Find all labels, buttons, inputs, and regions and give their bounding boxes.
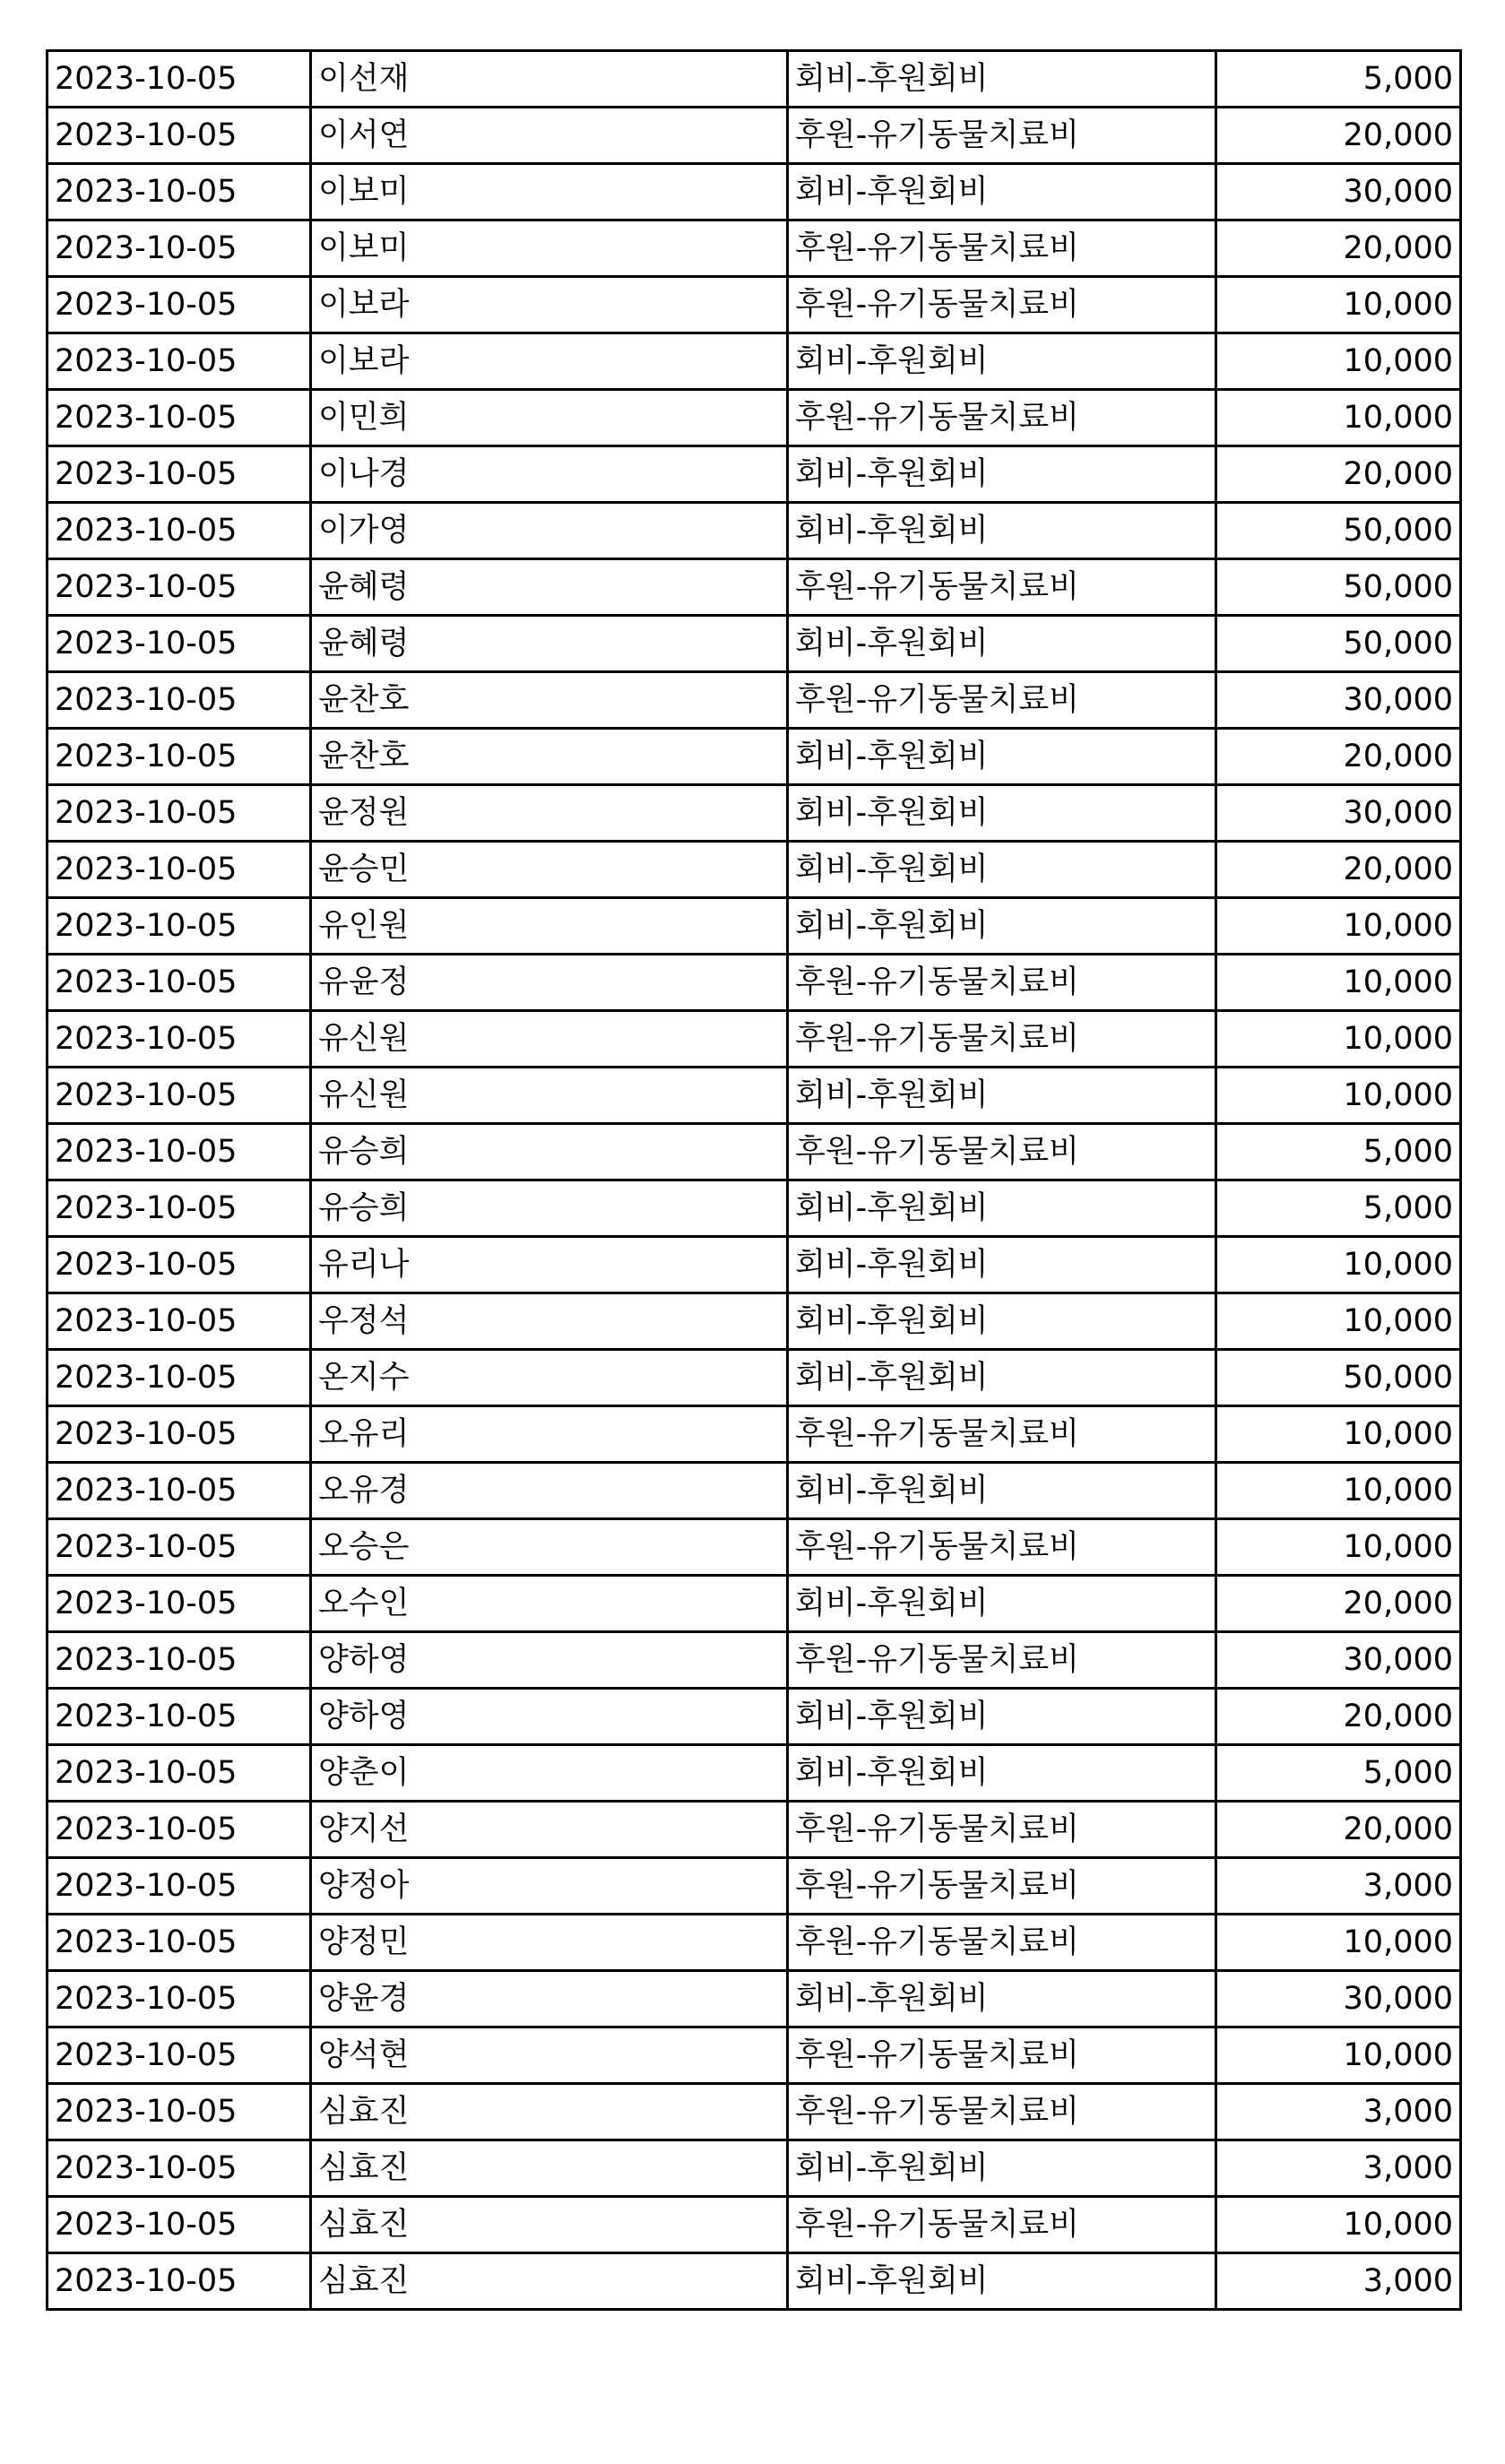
date-cell: 2023-10-05 xyxy=(48,164,311,220)
donor-name-cell: 이보라 xyxy=(311,277,788,333)
donor-name-cell: 윤찬호 xyxy=(311,729,788,785)
amount-cell: 10,000 xyxy=(1216,1406,1461,1463)
date-cell: 2023-10-05 xyxy=(48,672,311,729)
donor-name-cell: 이서연 xyxy=(311,108,788,164)
category-cell: 회비-후원회비 xyxy=(788,616,1216,672)
table-row xyxy=(48,1293,1461,1350)
amount-cell: 3,000 xyxy=(1216,2084,1461,2140)
category-cell: 회비-후원회비 xyxy=(788,898,1216,955)
date-cell: 2023-10-05 xyxy=(48,1689,311,1745)
date-cell: 2023-10-05 xyxy=(48,1745,311,1802)
table-row xyxy=(48,1745,1461,1802)
table-row xyxy=(48,1689,1461,1745)
category-cell: 후원-유기동물치료비 xyxy=(788,108,1216,164)
amount-cell: 30,000 xyxy=(1216,164,1461,220)
table-row xyxy=(48,446,1461,503)
donor-name-cell: 심효진 xyxy=(311,2253,788,2310)
table-row xyxy=(48,1011,1461,1068)
category-cell: 후원-유기동물치료비 xyxy=(788,1011,1216,1068)
category-cell: 후원-유기동물치료비 xyxy=(788,1858,1216,1915)
category-cell: 후원-유기동물치료비 xyxy=(788,390,1216,446)
amount-cell: 50,000 xyxy=(1216,1350,1461,1406)
table-row xyxy=(48,729,1461,785)
table-row xyxy=(48,333,1461,390)
table-row xyxy=(48,1406,1461,1463)
donor-name-cell: 우정석 xyxy=(311,1293,788,1350)
category-cell: 회비-후원회비 xyxy=(788,1463,1216,1519)
table-row xyxy=(48,842,1461,898)
amount-cell: 3,000 xyxy=(1216,2140,1461,2197)
amount-cell: 10,000 xyxy=(1216,2027,1461,2084)
donor-name-cell: 심효진 xyxy=(311,2140,788,2197)
table-row xyxy=(48,1802,1461,1858)
table-row xyxy=(48,672,1461,729)
donor-name-cell: 이나경 xyxy=(311,446,788,503)
donor-name-cell: 양윤경 xyxy=(311,1971,788,2027)
category-cell: 회비-후원회비 xyxy=(788,1293,1216,1350)
category-cell: 회비-후원회비 xyxy=(788,2253,1216,2310)
table-row xyxy=(48,51,1461,108)
date-cell: 2023-10-05 xyxy=(48,2140,311,2197)
donor-name-cell: 유리나 xyxy=(311,1237,788,1293)
donation-ledger-table xyxy=(46,49,1462,2311)
amount-cell: 10,000 xyxy=(1216,898,1461,955)
date-cell: 2023-10-05 xyxy=(48,1180,311,1237)
donor-name-cell: 오수인 xyxy=(311,1576,788,1632)
donor-name-cell: 윤혜령 xyxy=(311,559,788,616)
table-row xyxy=(48,164,1461,220)
category-cell: 후원-유기동물치료비 xyxy=(788,1802,1216,1858)
date-cell: 2023-10-05 xyxy=(48,1293,311,1350)
amount-cell: 20,000 xyxy=(1216,108,1461,164)
category-cell: 후원-유기동물치료비 xyxy=(788,1406,1216,1463)
amount-cell: 30,000 xyxy=(1216,672,1461,729)
amount-cell: 10,000 xyxy=(1216,955,1461,1011)
table-row xyxy=(48,2084,1461,2140)
donor-name-cell: 이가영 xyxy=(311,503,788,559)
donor-name-cell: 이보미 xyxy=(311,164,788,220)
date-cell: 2023-10-05 xyxy=(48,729,311,785)
table-row xyxy=(48,1350,1461,1406)
category-cell: 후원-유기동물치료비 xyxy=(788,2197,1216,2253)
date-cell: 2023-10-05 xyxy=(48,220,311,277)
amount-cell: 5,000 xyxy=(1216,51,1461,108)
category-cell: 후원-유기동물치료비 xyxy=(788,277,1216,333)
date-cell: 2023-10-05 xyxy=(48,1011,311,1068)
category-cell: 회비-후원회비 xyxy=(788,1745,1216,1802)
category-cell: 회비-후원회비 xyxy=(788,333,1216,390)
table-row xyxy=(48,1463,1461,1519)
date-cell: 2023-10-05 xyxy=(48,108,311,164)
amount-cell: 20,000 xyxy=(1216,446,1461,503)
amount-cell: 5,000 xyxy=(1216,1745,1461,1802)
date-cell: 2023-10-05 xyxy=(48,1406,311,1463)
category-cell: 후원-유기동물치료비 xyxy=(788,1519,1216,1576)
donor-name-cell: 윤혜령 xyxy=(311,616,788,672)
donor-name-cell: 유신원 xyxy=(311,1068,788,1124)
table-row xyxy=(48,1632,1461,1689)
table-row xyxy=(48,220,1461,277)
category-cell: 후원-유기동물치료비 xyxy=(788,1124,1216,1180)
amount-cell: 10,000 xyxy=(1216,1068,1461,1124)
category-cell: 회비-후원회비 xyxy=(788,1971,1216,2027)
table-row xyxy=(48,1124,1461,1180)
amount-cell: 30,000 xyxy=(1216,1632,1461,1689)
donor-name-cell: 유인원 xyxy=(311,898,788,955)
table-row xyxy=(48,1858,1461,1915)
amount-cell: 10,000 xyxy=(1216,277,1461,333)
category-cell: 후원-유기동물치료비 xyxy=(788,2084,1216,2140)
donor-name-cell: 유신원 xyxy=(311,1011,788,1068)
table-row xyxy=(48,785,1461,842)
category-cell: 회비-후원회비 xyxy=(788,1689,1216,1745)
donor-name-cell: 오유경 xyxy=(311,1463,788,1519)
category-cell: 회비-후원회비 xyxy=(788,446,1216,503)
date-cell: 2023-10-05 xyxy=(48,2084,311,2140)
table-row xyxy=(48,2140,1461,2197)
date-cell: 2023-10-05 xyxy=(48,1124,311,1180)
amount-cell: 20,000 xyxy=(1216,220,1461,277)
date-cell: 2023-10-05 xyxy=(48,955,311,1011)
donor-name-cell: 심효진 xyxy=(311,2084,788,2140)
donor-name-cell: 양석현 xyxy=(311,2027,788,2084)
date-cell: 2023-10-05 xyxy=(48,2027,311,2084)
date-cell: 2023-10-05 xyxy=(48,51,311,108)
amount-cell: 3,000 xyxy=(1216,1858,1461,1915)
donor-name-cell: 심효진 xyxy=(311,2197,788,2253)
amount-cell: 20,000 xyxy=(1216,729,1461,785)
amount-cell: 3,000 xyxy=(1216,2253,1461,2310)
category-cell: 후원-유기동물치료비 xyxy=(788,955,1216,1011)
date-cell: 2023-10-05 xyxy=(48,2253,311,2310)
date-cell: 2023-10-05 xyxy=(48,842,311,898)
donor-name-cell: 이보라 xyxy=(311,333,788,390)
amount-cell: 20,000 xyxy=(1216,1576,1461,1632)
table-row xyxy=(48,1576,1461,1632)
table-row xyxy=(48,277,1461,333)
date-cell: 2023-10-05 xyxy=(48,1463,311,1519)
amount-cell: 20,000 xyxy=(1216,1802,1461,1858)
category-cell: 회비-후원회비 xyxy=(788,1180,1216,1237)
amount-cell: 50,000 xyxy=(1216,559,1461,616)
date-cell: 2023-10-05 xyxy=(48,1802,311,1858)
donor-name-cell: 윤정원 xyxy=(311,785,788,842)
table-row xyxy=(48,2197,1461,2253)
category-cell: 후원-유기동물치료비 xyxy=(788,2027,1216,2084)
table-row xyxy=(48,616,1461,672)
category-cell: 후원-유기동물치료비 xyxy=(788,559,1216,616)
date-cell: 2023-10-05 xyxy=(48,1915,311,1971)
amount-cell: 10,000 xyxy=(1216,1915,1461,1971)
amount-cell: 10,000 xyxy=(1216,1463,1461,1519)
table-row xyxy=(48,1237,1461,1293)
table-row xyxy=(48,503,1461,559)
amount-cell: 30,000 xyxy=(1216,1971,1461,2027)
amount-cell: 50,000 xyxy=(1216,503,1461,559)
amount-cell: 20,000 xyxy=(1216,842,1461,898)
date-cell: 2023-10-05 xyxy=(48,1858,311,1915)
category-cell: 후원-유기동물치료비 xyxy=(788,1915,1216,1971)
category-cell: 회비-후원회비 xyxy=(788,164,1216,220)
donor-name-cell: 양정민 xyxy=(311,1915,788,1971)
category-cell: 회비-후원회비 xyxy=(788,729,1216,785)
table-row xyxy=(48,955,1461,1011)
table-row xyxy=(48,559,1461,616)
donor-name-cell: 양정아 xyxy=(311,1858,788,1915)
donor-name-cell: 오승은 xyxy=(311,1519,788,1576)
amount-cell: 5,000 xyxy=(1216,1180,1461,1237)
donor-name-cell: 양하영 xyxy=(311,1689,788,1745)
donor-name-cell: 온지수 xyxy=(311,1350,788,1406)
donor-name-cell: 오유리 xyxy=(311,1406,788,1463)
date-cell: 2023-10-05 xyxy=(48,1519,311,1576)
table-row xyxy=(48,1915,1461,1971)
table-row xyxy=(48,1068,1461,1124)
donor-name-cell: 양하영 xyxy=(311,1632,788,1689)
amount-cell: 10,000 xyxy=(1216,1011,1461,1068)
amount-cell: 10,000 xyxy=(1216,390,1461,446)
ledger-body xyxy=(48,51,1461,2310)
date-cell: 2023-10-05 xyxy=(48,1068,311,1124)
date-cell: 2023-10-05 xyxy=(48,616,311,672)
table-row xyxy=(48,390,1461,446)
amount-cell: 10,000 xyxy=(1216,333,1461,390)
date-cell: 2023-10-05 xyxy=(48,277,311,333)
amount-cell: 30,000 xyxy=(1216,785,1461,842)
date-cell: 2023-10-05 xyxy=(48,559,311,616)
table-row xyxy=(48,898,1461,955)
category-cell: 회비-후원회비 xyxy=(788,51,1216,108)
donor-name-cell: 양지선 xyxy=(311,1802,788,1858)
date-cell: 2023-10-05 xyxy=(48,785,311,842)
category-cell: 회비-후원회비 xyxy=(788,842,1216,898)
date-cell: 2023-10-05 xyxy=(48,2197,311,2253)
table-row xyxy=(48,2253,1461,2310)
donor-name-cell: 유윤정 xyxy=(311,955,788,1011)
category-cell: 회비-후원회비 xyxy=(788,1237,1216,1293)
category-cell: 회비-후원회비 xyxy=(788,503,1216,559)
date-cell: 2023-10-05 xyxy=(48,503,311,559)
category-cell: 회비-후원회비 xyxy=(788,1576,1216,1632)
amount-cell: 50,000 xyxy=(1216,616,1461,672)
amount-cell: 10,000 xyxy=(1216,1237,1461,1293)
amount-cell: 20,000 xyxy=(1216,1689,1461,1745)
category-cell: 회비-후원회비 xyxy=(788,1350,1216,1406)
category-cell: 회비-후원회비 xyxy=(788,1068,1216,1124)
table-row xyxy=(48,1519,1461,1576)
donor-name-cell: 양춘이 xyxy=(311,1745,788,1802)
amount-cell: 10,000 xyxy=(1216,1293,1461,1350)
table-row xyxy=(48,1180,1461,1237)
date-cell: 2023-10-05 xyxy=(48,898,311,955)
category-cell: 후원-유기동물치료비 xyxy=(788,1632,1216,1689)
donor-name-cell: 윤승민 xyxy=(311,842,788,898)
amount-cell: 5,000 xyxy=(1216,1124,1461,1180)
donor-name-cell: 이보미 xyxy=(311,220,788,277)
date-cell: 2023-10-05 xyxy=(48,446,311,503)
date-cell: 2023-10-05 xyxy=(48,1350,311,1406)
category-cell: 후원-유기동물치료비 xyxy=(788,220,1216,277)
table-row xyxy=(48,108,1461,164)
donor-name-cell: 유승희 xyxy=(311,1124,788,1180)
table-row xyxy=(48,1971,1461,2027)
date-cell: 2023-10-05 xyxy=(48,333,311,390)
donor-name-cell: 윤찬호 xyxy=(311,672,788,729)
table-row xyxy=(48,2027,1461,2084)
amount-cell: 10,000 xyxy=(1216,1519,1461,1576)
donor-name-cell: 이선재 xyxy=(311,51,788,108)
donor-name-cell: 이민희 xyxy=(311,390,788,446)
date-cell: 2023-10-05 xyxy=(48,1576,311,1632)
donor-name-cell: 유승희 xyxy=(311,1180,788,1237)
date-cell: 2023-10-05 xyxy=(48,390,311,446)
date-cell: 2023-10-05 xyxy=(48,1237,311,1293)
date-cell: 2023-10-05 xyxy=(48,1971,311,2027)
amount-cell: 10,000 xyxy=(1216,2197,1461,2253)
category-cell: 회비-후원회비 xyxy=(788,2140,1216,2197)
date-cell: 2023-10-05 xyxy=(48,1632,311,1689)
category-cell: 회비-후원회비 xyxy=(788,785,1216,842)
category-cell: 후원-유기동물치료비 xyxy=(788,672,1216,729)
